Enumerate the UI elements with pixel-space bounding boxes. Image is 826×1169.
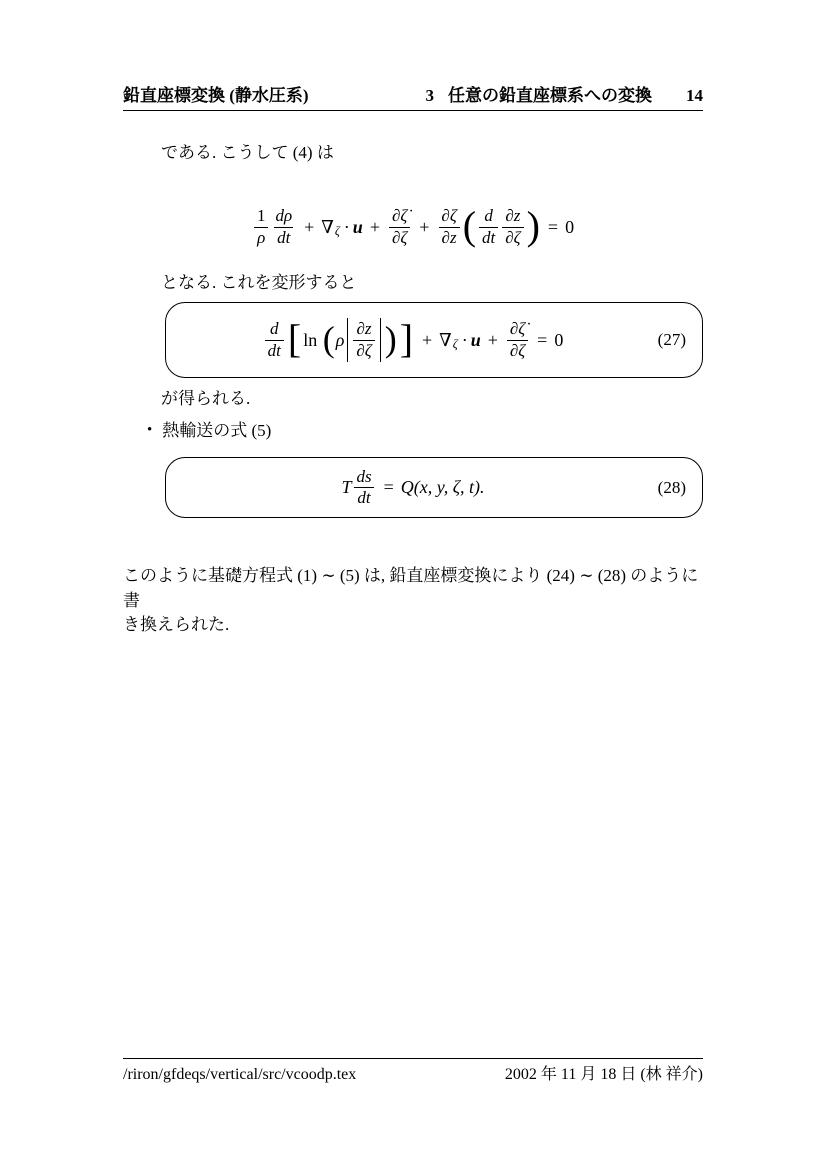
nabla-symbol: ∇ xyxy=(439,329,452,350)
numerator: ∂z xyxy=(356,319,372,339)
plus-operator: + xyxy=(369,216,380,237)
equation-box-27 xyxy=(165,302,703,378)
nabla-subscript: ζ xyxy=(452,336,458,351)
paragraph-before-eq27: となる. これを変形すると xyxy=(161,273,357,292)
closing-paragraph xyxy=(123,564,707,638)
closing-line-1: このように基礎方程式 (1) ∼ (5) は, 鉛直座標変換により (24) ∼ (28) のように書 xyxy=(123,566,699,610)
plus-operator: + xyxy=(422,329,433,350)
footer-date-author: 2002 年 11 月 18 日 (林 祥介) xyxy=(504,1066,703,1083)
fraction-d-dt xyxy=(265,319,284,361)
paragraph-before-eq1: である. こうして (4) は xyxy=(161,143,334,162)
numerator: ∂z xyxy=(505,206,521,226)
numerator: ∂ζ̇ xyxy=(509,319,526,339)
denominator: ∂z xyxy=(439,227,460,248)
plus-operator: + xyxy=(304,216,315,237)
section-title: 任意の鉛直座標系への変換 xyxy=(448,86,652,105)
numerator: d xyxy=(484,206,493,226)
page-header xyxy=(123,86,703,106)
fraction-d-dt xyxy=(479,206,498,248)
denominator: dt xyxy=(354,487,373,508)
abs-bar-left xyxy=(347,318,348,362)
ln-function: ln xyxy=(303,329,318,350)
denominator: dt xyxy=(265,340,284,361)
temperature-T: T xyxy=(341,477,352,497)
equation-number-28: (28) xyxy=(657,477,686,497)
cdot-operator: · xyxy=(461,329,468,350)
plus-operator: + xyxy=(419,216,430,237)
fraction-dzetadot-dzeta xyxy=(507,319,528,361)
denominator: ∂ζ xyxy=(389,227,410,248)
equation-28 xyxy=(166,458,702,517)
fraction-ds-dt xyxy=(353,467,374,509)
nabla-subscript: ζ xyxy=(334,223,340,238)
page-number: 14 xyxy=(686,86,703,105)
bullet-icon: • xyxy=(147,422,153,438)
numerator: d xyxy=(270,319,279,339)
numerator: ∂ζ xyxy=(441,206,457,226)
velocity-vector-u: u xyxy=(470,329,481,350)
numerator: ∂ζ̇ xyxy=(391,206,408,226)
fraction-dz-dzeta xyxy=(353,319,374,361)
numerator: dρ xyxy=(275,206,293,226)
numerator: 1 xyxy=(256,206,266,226)
heating-term-Q: Q(x, y, ζ, t). xyxy=(400,477,485,497)
bullet-label: 熱輸送の式 (5) xyxy=(162,421,272,440)
fraction-dzeta-dz xyxy=(438,206,459,248)
rho-symbol: ρ xyxy=(335,329,345,350)
section-number: 3 xyxy=(425,86,434,105)
equation-continuity: $\frac{1}{\rho}$ $\frac{d\rho}{dt}$ + ∇ ζ · u + $\frac{\partial\zetȧ}{\partial\zeta}$ + $\frac{\partial\zeta}{\partial z}$ ( $\frac{d}{dt}$ $\frac{\partial z}{\partial\zeta}$ ) = 0 xyxy=(123,196,703,258)
velocity-vector-u: u xyxy=(352,216,363,237)
abs-bar-right xyxy=(380,318,381,362)
zero: 0 xyxy=(565,216,575,237)
equals-sign: = xyxy=(537,329,548,350)
paragraph-after-eq27: が得られる. xyxy=(161,389,251,408)
denominator: ∂ζ xyxy=(353,340,374,361)
equation-number-27: (27) xyxy=(657,330,686,349)
fraction-drho-dt xyxy=(272,206,295,248)
denominator: ρ xyxy=(254,227,268,248)
equals-sign: = xyxy=(547,216,559,237)
denominator: dt xyxy=(479,227,498,248)
equals-sign: = xyxy=(383,477,394,497)
nabla-symbol: ∇ xyxy=(321,216,334,237)
equation-box-28 xyxy=(165,457,703,518)
fraction-dzetadot-dzeta xyxy=(389,206,410,248)
header-rule xyxy=(123,110,703,111)
fraction-dz-dzeta xyxy=(502,206,523,248)
zero: 0 xyxy=(554,329,564,350)
cdot-operator: · xyxy=(343,216,350,237)
closing-line-2: き換えられた. xyxy=(123,615,230,634)
denominator: ∂ζ xyxy=(507,340,528,361)
footer-file-path: /riron/gfdeqs/vertical/src/vcoodp.tex xyxy=(123,1066,357,1083)
denominator: ∂ζ xyxy=(502,227,523,248)
plus-operator: + xyxy=(487,329,498,350)
bullet-item-heat-transport xyxy=(147,420,271,441)
running-head-section xyxy=(426,86,704,106)
footer-rule xyxy=(123,1058,703,1059)
fraction-one-over-rho xyxy=(254,206,269,248)
equation-27: $\frac{d}{dt}$ [ ln ( ρ $\frac{\partial z}{\partial\zeta}$ ) ] + ∇ ζ · u + $\frac{\partial\zetȧ}{\partial\zeta}$ = 0 xyxy=(166,303,702,377)
denominator: dt xyxy=(274,227,293,248)
page-footer xyxy=(123,1065,703,1085)
running-head-title: 鉛直座標変換 (静水圧系) xyxy=(123,86,309,105)
numerator: ds xyxy=(356,466,372,486)
